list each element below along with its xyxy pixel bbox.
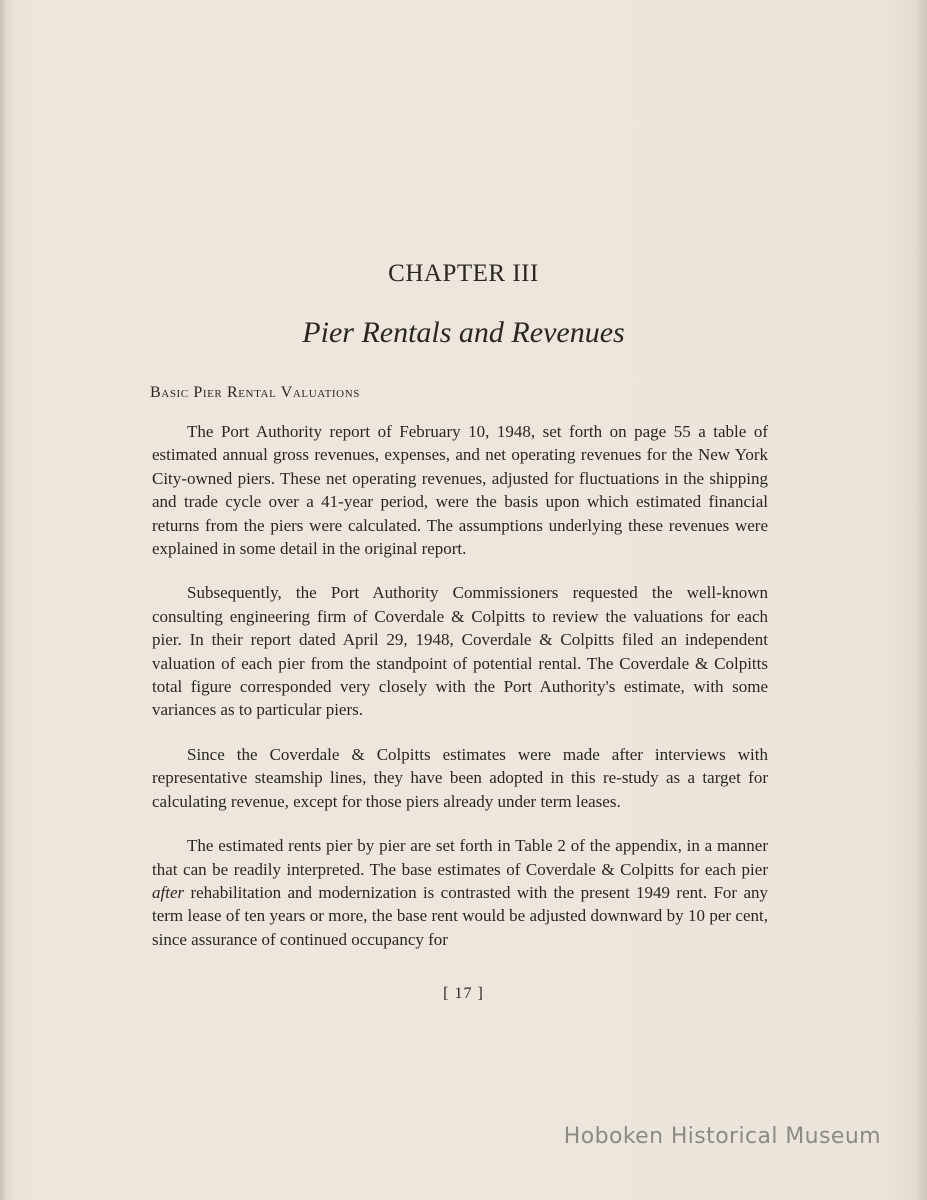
paragraph-1: The Port Authority report of February 10, 1948, set forth on page 55 a table of estimated annual gross revenues, expenses, and net operating revenues for the New York City-owned piers. These net operating revenues, adjusted for fluctuations in the shipping and trade cycle over a 41-year period, were the basis upon which estimated financial returns from the piers were calculated. The assumptions underlying these revenues were explained in some detail in the original report. <box>152 422 768 559</box>
body-text <box>152 420 768 951</box>
chapter-title: Pier Rentals and Revenues <box>302 316 625 349</box>
page-number: [ 17 ] <box>443 985 484 1002</box>
paragraph-3: Since the Coverdale & Colpitts estimates were made after interviews with representative steamship lines, they have been adopted in this re-study as a target for calculating revenue, except for those piers already under term leases. <box>152 744 768 811</box>
spine-shadow <box>0 0 6 1200</box>
chapter-number: CHAPTER III <box>388 260 539 287</box>
paragraph-4 <box>152 834 768 951</box>
paragraph-2: Subsequently, the Port Authority Commissioners requested the well-known consulting engineering firm of Coverdale & Colpitts to review the valuations for each pier. In their report dated April 29, 1948, Coverdale & Colpitts filed an independent valuation of each pier from the standpoint of potential rental. The Coverdale & Colpitts total figure corresponded very closely with the Port Authority's estimate, with some variances as to particular piers. <box>152 583 768 720</box>
paragraph-4-emphasis: after <box>152 882 185 902</box>
paragraph-4-before: The estimated rents pier by pier are set forth in Table 2 of the appendix, in a manner that can be readily interpreted. The base estimates of Coverdale & Colpitts for each pier <box>152 836 768 879</box>
paragraph-4-after: rehabilitation and modernization is contrasted with the present 1949 rent. For any term lease of ten years or more, the base rent would be adjusted downward by 10 per cent, since assurance of continued occupancy for <box>152 882 768 949</box>
museum-watermark: Hoboken Historical Museum <box>563 1124 881 1149</box>
section-heading: Basic Pier Rental Valuations <box>150 384 360 401</box>
